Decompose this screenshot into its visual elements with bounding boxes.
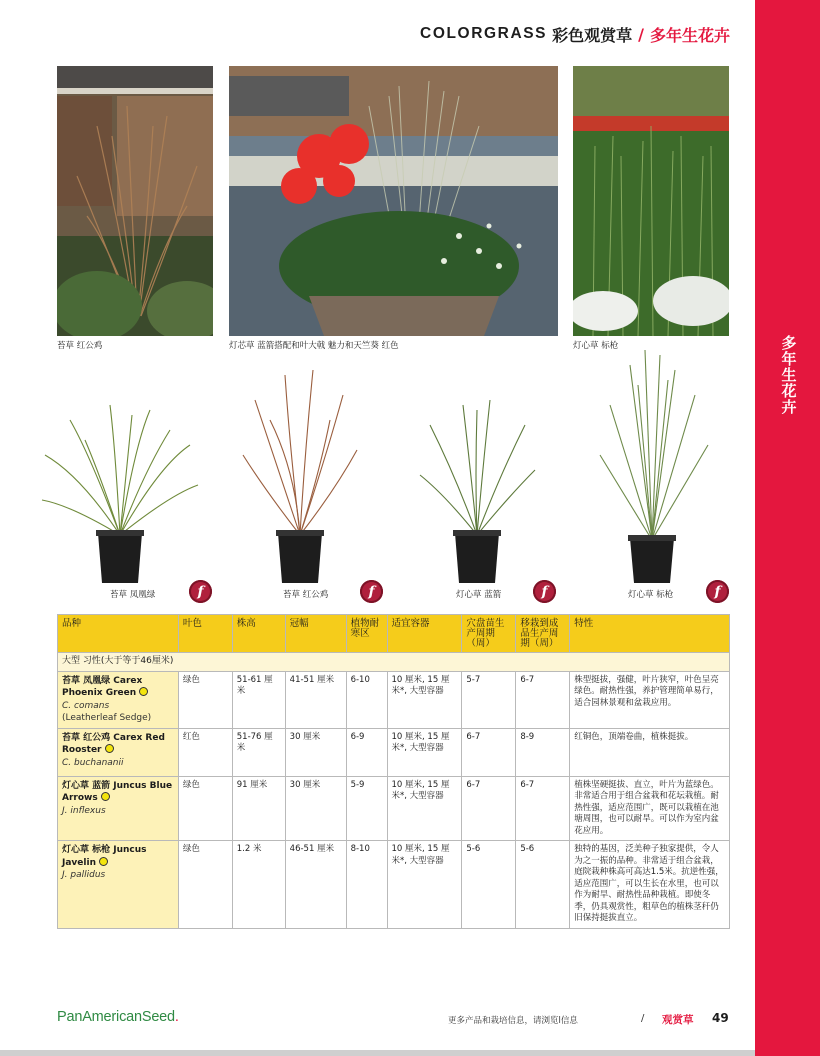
fertilizer-badge-icon: f (360, 580, 383, 603)
photo-caption-1: 苔草 红公鸡 (57, 341, 103, 351)
features-cell: 植株坚硬挺拔、直立，叶片为蓝绿色。非常适合用于组合盆栽和花坛栽植。耐热性强，适应范围广，既可以栽植在池塘周围，也可以耐旱。可以作为室内盆花应用。 (570, 776, 730, 841)
col-zone: 植物耐寒区 (346, 615, 387, 653)
fertilizer-badge-icon: f (706, 580, 729, 603)
variety-name: 灯心草 标枪 Juncus Javelin (62, 845, 147, 868)
photo-red-rooster (57, 66, 213, 336)
leaf-color-cell: 绿色 (178, 776, 232, 841)
finish-cell: 8-9 (516, 728, 570, 776)
footer-note: 更多产品和栽培信息，请浏览l信息 (448, 1016, 578, 1026)
photo-container-combo (229, 66, 558, 336)
col-plug-weeks: 穴盘苗生产周期（周） (462, 615, 516, 653)
spread-cell: 30 厘米 (285, 776, 346, 841)
features-cell: 红铜色，顶端卷曲，植株挺拔。 (570, 728, 730, 776)
finish-cell: 6-7 (516, 776, 570, 841)
footer-category: 观赏草 (662, 1014, 694, 1026)
features-cell: 株型挺拔，强健，叶片狭窄，叶色呈亮绿色。耐热性强，养护管理简单易行，适合园林景观和盆栽应用。 (570, 671, 730, 728)
col-height: 株高 (232, 615, 285, 653)
plug-cell: 5-6 (462, 841, 516, 929)
sun-indicator-icon (99, 857, 108, 866)
table-row (58, 671, 730, 728)
plug-cell: 6-7 (462, 728, 516, 776)
variety-name: 灯心草 蓝箭 Juncus Blue Arrows (62, 780, 173, 803)
leaf-color-cell: 红色 (178, 728, 232, 776)
scientific-name: C. buchananii (62, 757, 124, 768)
table-row (58, 776, 730, 841)
scientific-name: J. pallidus (62, 870, 106, 880)
variety-cell (58, 728, 179, 776)
plug-cell: 5-7 (462, 671, 516, 728)
plant-label-3: 灯心草 蓝箭 (456, 590, 502, 600)
brand-title: COLORGRASS (420, 25, 548, 42)
table-section-row (58, 653, 730, 672)
photo-caption-3: 灯心草 标枪 (573, 341, 619, 351)
col-container: 适宜容器 (387, 615, 462, 653)
page-number: 49 (712, 1011, 729, 1025)
col-variety: 品种 (58, 615, 179, 653)
scientific-name: C. comans (62, 700, 110, 711)
finish-cell: 5-6 (516, 841, 570, 929)
plant-blue-arrows (415, 385, 540, 585)
spread-cell: 46-51 厘米 (285, 841, 346, 929)
variety-table (57, 614, 730, 929)
fertilizer-badge-icon: f (533, 580, 556, 603)
container-cell: 10 厘米, 15 厘米*, 大型容器 (387, 728, 462, 776)
footer-separator: / (641, 1013, 645, 1024)
common-name: (Leatherleaf Sedge) (62, 713, 152, 723)
plant-label-2: 苔草 红公鸡 (283, 590, 329, 600)
table-row (58, 728, 730, 776)
plant-label-4: 灯心草 标枪 (628, 590, 674, 600)
fertilizer-badge-icon: f (189, 580, 212, 603)
plug-cell: 6-7 (462, 776, 516, 841)
table-header-row (58, 615, 730, 653)
leaf-color-cell: 绿色 (178, 841, 232, 929)
col-leaf-color: 叶色 (178, 615, 232, 653)
section-label: 大型 习性(大于等于46厘米) (58, 653, 730, 672)
height-cell: 91 厘米 (232, 776, 285, 841)
plant-phoenix-green (40, 385, 200, 585)
zone-cell: 6-9 (346, 728, 387, 776)
scientific-name: J. inflexus (62, 805, 106, 816)
side-tab-label: 多年生花卉 (779, 335, 798, 415)
panamerican-seed-logo (57, 1009, 179, 1025)
col-finish-weeks: 移栽到成品生产周期（周） (516, 615, 570, 653)
variety-cell (58, 671, 179, 728)
zone-cell: 8-10 (346, 841, 387, 929)
container-cell: 10 厘米, 15 厘米*, 大型容器 (387, 841, 462, 929)
plant-javelin (590, 345, 715, 585)
height-cell: 51-76 厘米 (232, 728, 285, 776)
bottom-rule (0, 1050, 755, 1056)
zone-cell: 6-10 (346, 671, 387, 728)
finish-cell: 6-7 (516, 671, 570, 728)
table-row (58, 841, 730, 929)
container-cell: 10 厘米, 15 厘米*, 大型容器 (387, 671, 462, 728)
container-cell: 10 厘米, 15 厘米*, 大型容器 (387, 776, 462, 841)
page-header (420, 22, 730, 46)
side-color-band (755, 0, 820, 1056)
brand-title-cn: 彩色观赏草 (552, 25, 633, 45)
height-cell: 51-61 厘米 (232, 671, 285, 728)
header-separator: / (638, 24, 644, 44)
photo-javelin (573, 66, 729, 336)
height-cell: 1.2 米 (232, 841, 285, 929)
sun-indicator-icon (105, 744, 114, 753)
col-spread: 冠幅 (285, 615, 346, 653)
features-cell: 独特的基因，泛美种子独家提供，令人为之一振的品种。非常适于组合盆栽，庭院栽种株高可高达1.5米。抗逆性强，适应范围广，可以生长在水里，也可以作为耐旱、耐热性品种栽植。即使冬季，仍具观赏性，粗草色的植株茎秆仍旧保持挺拔直立。 (570, 841, 730, 929)
sun-indicator-icon (101, 792, 110, 801)
variety-cell (58, 776, 179, 841)
logo-text: PanAmericanSeed (57, 1009, 175, 1025)
logo-dot: . (174, 1009, 179, 1025)
col-features: 特性 (570, 615, 730, 653)
plant-label-1: 苔草 凤凰绿 (110, 590, 156, 600)
sun-indicator-icon (139, 687, 148, 696)
plant-red-rooster (235, 360, 365, 585)
zone-cell: 5-9 (346, 776, 387, 841)
spread-cell: 30 厘米 (285, 728, 346, 776)
variety-cell (58, 841, 179, 929)
spread-cell: 41-51 厘米 (285, 671, 346, 728)
header-category: 多年生花卉 (649, 25, 730, 45)
variety-name: 苔草 凤凰绿 Carex Phoenix Green (62, 675, 143, 698)
variety-name: 苔草 红公鸡 Carex Red Rooster (62, 732, 165, 755)
leaf-color-cell: 绿色 (178, 671, 232, 728)
photo-caption-2: 灯芯草 蓝箭搭配和叶大戟 魅力和天竺葵 红色 (229, 341, 399, 351)
